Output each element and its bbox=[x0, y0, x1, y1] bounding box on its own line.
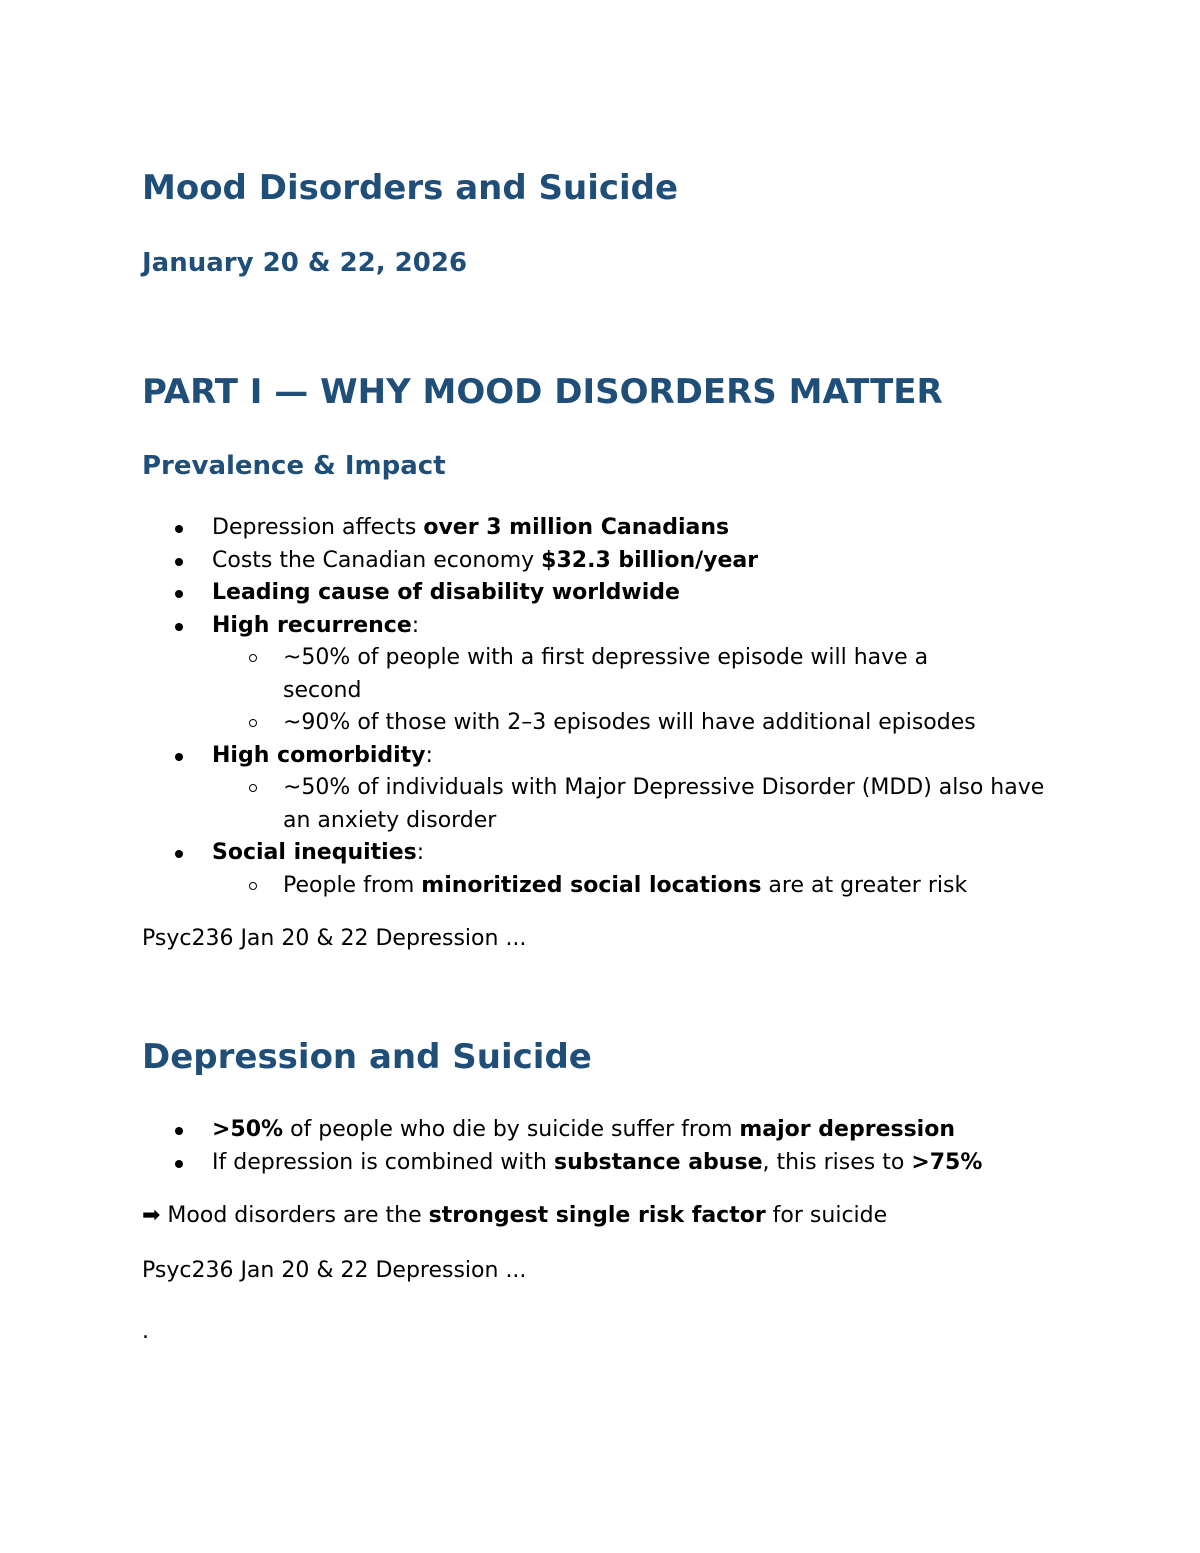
part1-link[interactable]: Psyc236 Jan 20 & 22 Depression ... bbox=[142, 926, 527, 951]
list-item-text: If depression is combined with bbox=[212, 1149, 554, 1175]
comorbidity-sublist bbox=[142, 772, 1052, 837]
list-item bbox=[142, 545, 1052, 578]
list-item-bold: >50% bbox=[212, 1117, 284, 1142]
list-item-bold: Social inequities bbox=[212, 840, 417, 865]
trailing-period: . bbox=[142, 1319, 149, 1344]
part2-link[interactable]: Psyc236 Jan 20 & 22 Depression ... bbox=[142, 1258, 527, 1283]
sublist-item-text: People from bbox=[283, 872, 422, 898]
list-item-bold: High comorbidity bbox=[212, 742, 426, 768]
list-item-bold: High recurrence bbox=[212, 612, 412, 638]
list-item-text: : bbox=[416, 840, 425, 865]
conclusion-bold: strongest single risk factor bbox=[428, 1203, 766, 1228]
list-item-text: Costs the Canadian economy bbox=[212, 547, 542, 573]
sublist-item-text: are at greater risk bbox=[761, 872, 968, 898]
suicide-list bbox=[142, 1114, 1052, 1179]
part2-heading: Depression and Suicide bbox=[142, 1037, 592, 1077]
inequities-sublist bbox=[142, 870, 1052, 903]
list-item-text: : bbox=[425, 742, 433, 768]
right-arrow-icon: ➡ bbox=[142, 1203, 161, 1228]
list-item bbox=[142, 1147, 1052, 1180]
prevalence-list-block bbox=[142, 512, 1052, 902]
prevalence-subheading: Prevalence & Impact bbox=[142, 451, 446, 481]
list-item bbox=[142, 1114, 1052, 1147]
prevalence-list bbox=[142, 512, 1052, 902]
sublist-item-bold: minoritized social locations bbox=[421, 872, 762, 898]
sublist-item bbox=[142, 870, 1052, 903]
sublist-item: ~50% of people with a first depressive episode will have a second bbox=[142, 642, 1052, 707]
list-item-text: : bbox=[411, 612, 420, 638]
conclusion-paragraph bbox=[142, 1200, 887, 1232]
list-item-bold: $32.3 billion/year bbox=[541, 547, 759, 573]
suicide-list-block bbox=[142, 1114, 1052, 1179]
sublist-item: ~90% of those with 2–3 episodes will have additional episodes bbox=[142, 707, 1052, 740]
document-date: January 20 & 22, 2026 bbox=[142, 248, 468, 278]
list-item-text: , this rises to bbox=[762, 1149, 912, 1175]
conclusion-text: Mood disorders are the bbox=[160, 1203, 429, 1228]
list-item bbox=[142, 837, 1052, 902]
part1-heading: PART I — WHY MOOD DISORDERS MATTER bbox=[142, 372, 943, 412]
list-item-bold: major depression bbox=[739, 1117, 956, 1142]
list-item bbox=[142, 740, 1052, 838]
list-item bbox=[142, 512, 1052, 545]
list-item-bold: substance abuse bbox=[553, 1149, 763, 1175]
sublist-item: ~50% of individuals with Major Depressive Disorder (MDD) also have an anxiety disorder bbox=[142, 772, 1052, 837]
document-title: Mood Disorders and Suicide bbox=[142, 168, 679, 208]
conclusion-text: for suicide bbox=[765, 1203, 888, 1228]
list-item bbox=[142, 577, 1052, 610]
list-item-bold: >75% bbox=[911, 1149, 983, 1175]
list-item bbox=[142, 610, 1052, 740]
list-item-text: Depression affects bbox=[212, 515, 424, 540]
list-item-bold: Leading cause of disability worldwide bbox=[212, 580, 680, 605]
list-item-text: of people who die by suicide suffer from bbox=[283, 1117, 740, 1142]
recurrence-sublist bbox=[142, 642, 1052, 740]
list-item-bold: over 3 million Canadians bbox=[423, 515, 730, 540]
